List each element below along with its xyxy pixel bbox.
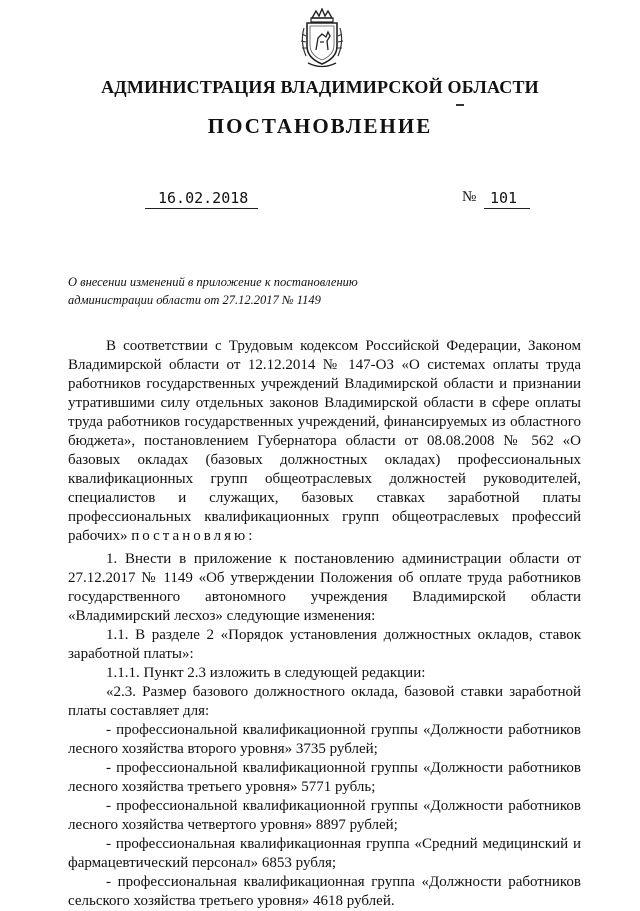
list-item: - профессиональная квалификационная группа «Должности работников сельского хозяйства третьего уровня» 4618 рублей. [68,874,581,909]
item-1-1-paragraph: 1.1. В разделе 2 «Порядок установления должностных окладов, ставок заработной платы»: [68,627,581,662]
item-1-paragraph: 1. Внести в приложение к постановлению администрации области от 27.12.2017 № 1149 «Об утверждении Положения об оплате труда работников государственного автономного учреждения Владимирской области «Владимирский лесхоз» следующие изменения: [68,551,581,624]
list-item: - профессиональной квалификационной группы «Должности работников лесного хозяйства второго уровня» 3735 рублей; [68,722,581,757]
preamble-text: В соответствии с Трудовым кодексом Российской Федерации, Законом Владимирской области от 12.12.2014 № 147-ОЗ «О системах оплаты труда работников государственных учреждений Владимирской области и признании утратившими силу отдельных законов Владимирской области в сфере оплаты труда работников государственных учреждений, финансируемых из областного бюджета», постановлением Губернатора области от 08.08.2008 № 562 «О базовых окладах (базовых должностных окладах) профессиональных квалификационных групп общеотраслевых должностей руководителей, специалистов и служащих, базовых ставках заработной платы профессиональных квалификационных групп общеотраслевых профессий рабочих» [68,338,581,544]
document-body [68,337,581,911]
document-subject [68,273,398,309]
preamble-paragraph [68,337,581,546]
list-item: - профессиональная квалификационная группа «Средний медицинский и фармацевтический персонал» 6853 рубля; [68,836,581,871]
list-item: - профессиональной квалификационной группы «Должности работников лесного хозяйства четвертого уровня» 8897 рублей; [68,798,581,833]
subject-line-2: администрации области от 27.12.2017 № 1149 [68,293,321,307]
date-underline [145,208,258,209]
item-1-1-1-paragraph: 1.1.1. Пункт 2.3 изложить в следующей редакции: [106,665,426,681]
decorative-dash [456,104,464,106]
number-label: № [462,189,477,205]
organization-name: АДМИНИСТРАЦИЯ ВЛАДИМИРСКОЙ ОБЛАСТИ [101,77,539,97]
document-type-title: ПОСТАНОВЛЕНИЕ [207,114,433,138]
document-date: 16.02.2018 [158,189,249,207]
item-2-3-paragraph: «2.3. Размер базового должностного оклада, базовой ставки заработной платы составляет для: [68,684,581,719]
coat-of-arms-icon [298,8,346,70]
document-number: 101 [490,189,518,207]
decree-word: постановляю: [131,528,256,544]
list-item: - профессиональной квалификационной группы «Должности работников лесного хозяйства третьего уровня» 5771 рубль; [68,760,581,795]
number-underline [484,208,530,209]
subject-line-1: О внесении изменений в приложение к постановлению [68,275,358,289]
